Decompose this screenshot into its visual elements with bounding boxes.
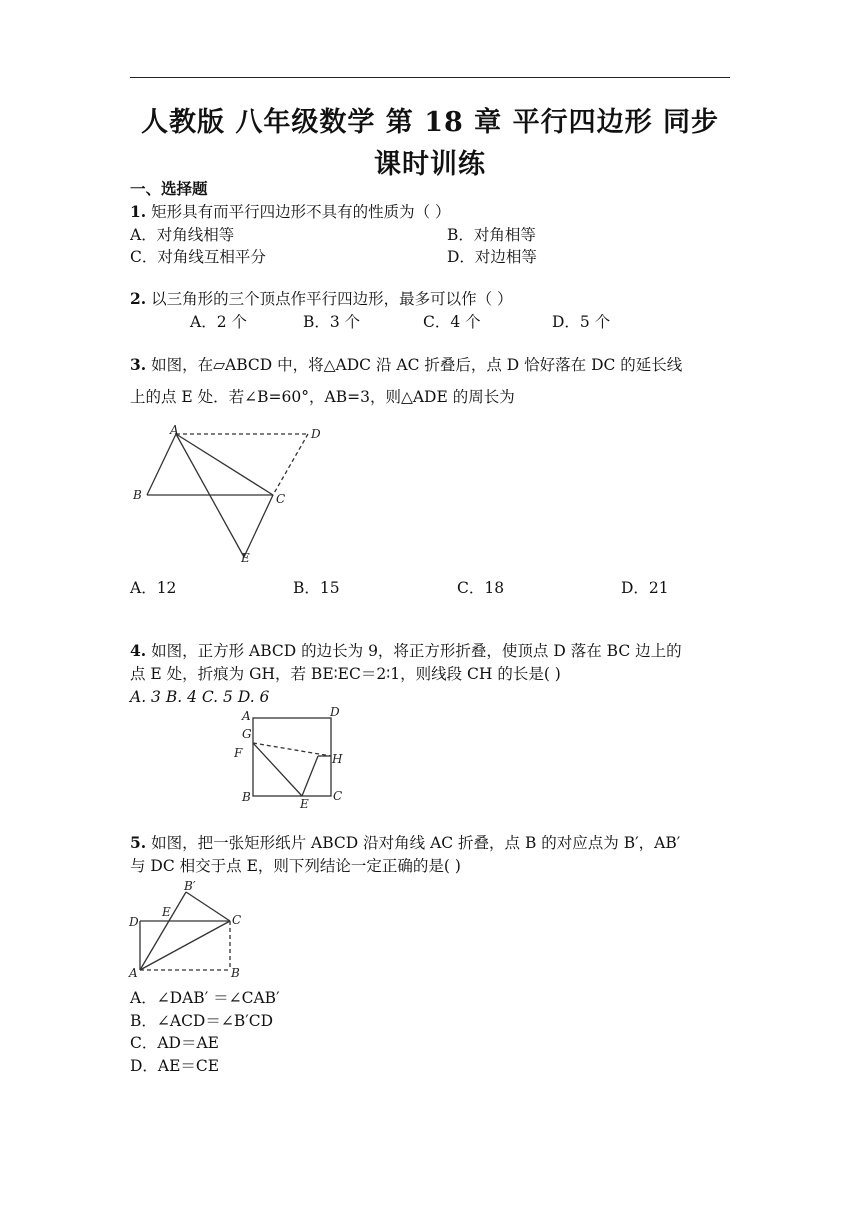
- q3-figure: [128, 420, 338, 570]
- q4-segment-eh: [302, 756, 318, 796]
- q3-option-d: D．21: [621, 579, 669, 597]
- q3-segment-ce: [244, 495, 273, 557]
- title-line-2: 课时训练: [374, 149, 486, 180]
- question-1-stem: [130, 201, 451, 223]
- question-3-number: 3.: [130, 355, 147, 374]
- q3-label-c: C: [276, 492, 286, 506]
- q5-option-c: C．AD＝AE: [130, 1034, 219, 1052]
- q4-label-h: H: [332, 752, 343, 766]
- q5-option-d: D．AE＝CE: [130, 1057, 220, 1075]
- page-title: [120, 102, 740, 186]
- q1-option-c: C．对角线互相平分: [130, 248, 266, 266]
- q4-label-c: C: [333, 789, 343, 803]
- section-heading: 一、选择题: [130, 179, 208, 198]
- q2-option-c: C．4 个: [423, 313, 481, 331]
- top-rule: [130, 77, 730, 78]
- q4-label-f: F: [234, 746, 243, 760]
- q2-option-b: B．3 个: [303, 313, 361, 331]
- q3-label-b: B: [133, 488, 142, 502]
- question-4-text-line-2: 点 E 处，折痕为 GH，若 BE∶EC＝2∶1，则线段 CH 的长是( ): [130, 665, 561, 683]
- q5-label-e: E: [162, 905, 171, 919]
- q2-option-d: D．5 个: [552, 313, 611, 331]
- q4-crease-gh: [253, 743, 331, 756]
- q4-label-a: A: [242, 709, 251, 723]
- q5-label-b: B: [231, 966, 240, 980]
- question-4-text-line-1: 如图，正方形 ABCD 的边长为 9，将正方形折叠，使顶点 D 落在 BC 边上的: [151, 642, 682, 660]
- question-2-text: 以三角形的三个顶点作平行四边形，最多可以作（ ）: [151, 290, 513, 308]
- question-1-number: 1.: [130, 202, 147, 221]
- question-5-stem: [130, 832, 680, 854]
- question-3-text-line-2: 上的点 E 处．若∠B=60°，AB=3，则△ADE 的周长为: [130, 388, 515, 406]
- q3-segment-dc-dashed: [273, 434, 308, 495]
- q5-segment-b-prime-c: [186, 892, 230, 921]
- q5-segment-ac: [140, 921, 230, 970]
- q3-option-b: B．15: [293, 579, 340, 597]
- q5-label-a: A: [129, 966, 138, 980]
- q1-option-a: A．对角线相等: [130, 226, 235, 244]
- q3-segment-ab: [147, 434, 176, 495]
- question-5-text-line-1: 如图，把一张矩形纸片 ABCD 沿对角线 AC 折叠，点 B 的对应点为 B′，AB′: [151, 834, 681, 852]
- q2-option-a: A．2 个: [190, 313, 247, 331]
- q3-option-c: C．18: [457, 579, 505, 597]
- q3-label-d: D: [311, 427, 321, 441]
- question-4-number: 4.: [130, 641, 147, 660]
- q4-label-d: D: [330, 705, 340, 719]
- question-2-number: 2.: [130, 289, 147, 308]
- q5-option-a: A．∠DAB′ ＝∠CAB′: [130, 989, 280, 1007]
- question-2-stem: [130, 288, 513, 310]
- q1-option-b: B．对角相等: [447, 226, 536, 244]
- question-3-text-line-1: 如图，在▱ABCD 中，将△ADC 沿 AC 折叠后，点 D 恰好落在 DC 的延长线: [151, 356, 683, 374]
- question-3-stem: [130, 354, 682, 376]
- q5-figure: [126, 878, 256, 982]
- q5-label-b-prime: B′: [184, 879, 196, 893]
- q3-label-a: A: [170, 423, 179, 437]
- q3-label-e: E: [241, 551, 250, 565]
- question-5-text-line-2: 与 DC 相交于点 E，则下列结论一定正确的是( ): [130, 857, 461, 875]
- q4-label-b: B: [242, 790, 251, 804]
- q3-option-a: A．12: [130, 579, 177, 597]
- q5-label-c: C: [232, 913, 242, 927]
- title-line-1: 人教版 八年级数学 第 18 章 平行四边形 同步: [141, 107, 719, 138]
- q4-label-g: G: [242, 727, 252, 741]
- q4-figure: [230, 704, 355, 812]
- q3-segment-ac: [176, 434, 273, 495]
- q5-label-d: D: [129, 915, 139, 929]
- q4-label-e: E: [300, 797, 309, 811]
- question-4-stem: [130, 640, 682, 662]
- question-5-number: 5.: [130, 833, 147, 852]
- q5-segment-ab-prime: [140, 892, 186, 970]
- q1-option-d: D．对边相等: [447, 248, 537, 266]
- q4-options: A. 3 B. 4 C. 5 D. 6: [130, 688, 270, 706]
- question-1-text: 矩形具有而平行四边形不具有的性质为（ ）: [151, 203, 451, 221]
- q4-segment-fe: [253, 743, 302, 796]
- q5-option-b: B．∠ACD＝∠B′CD: [130, 1012, 274, 1030]
